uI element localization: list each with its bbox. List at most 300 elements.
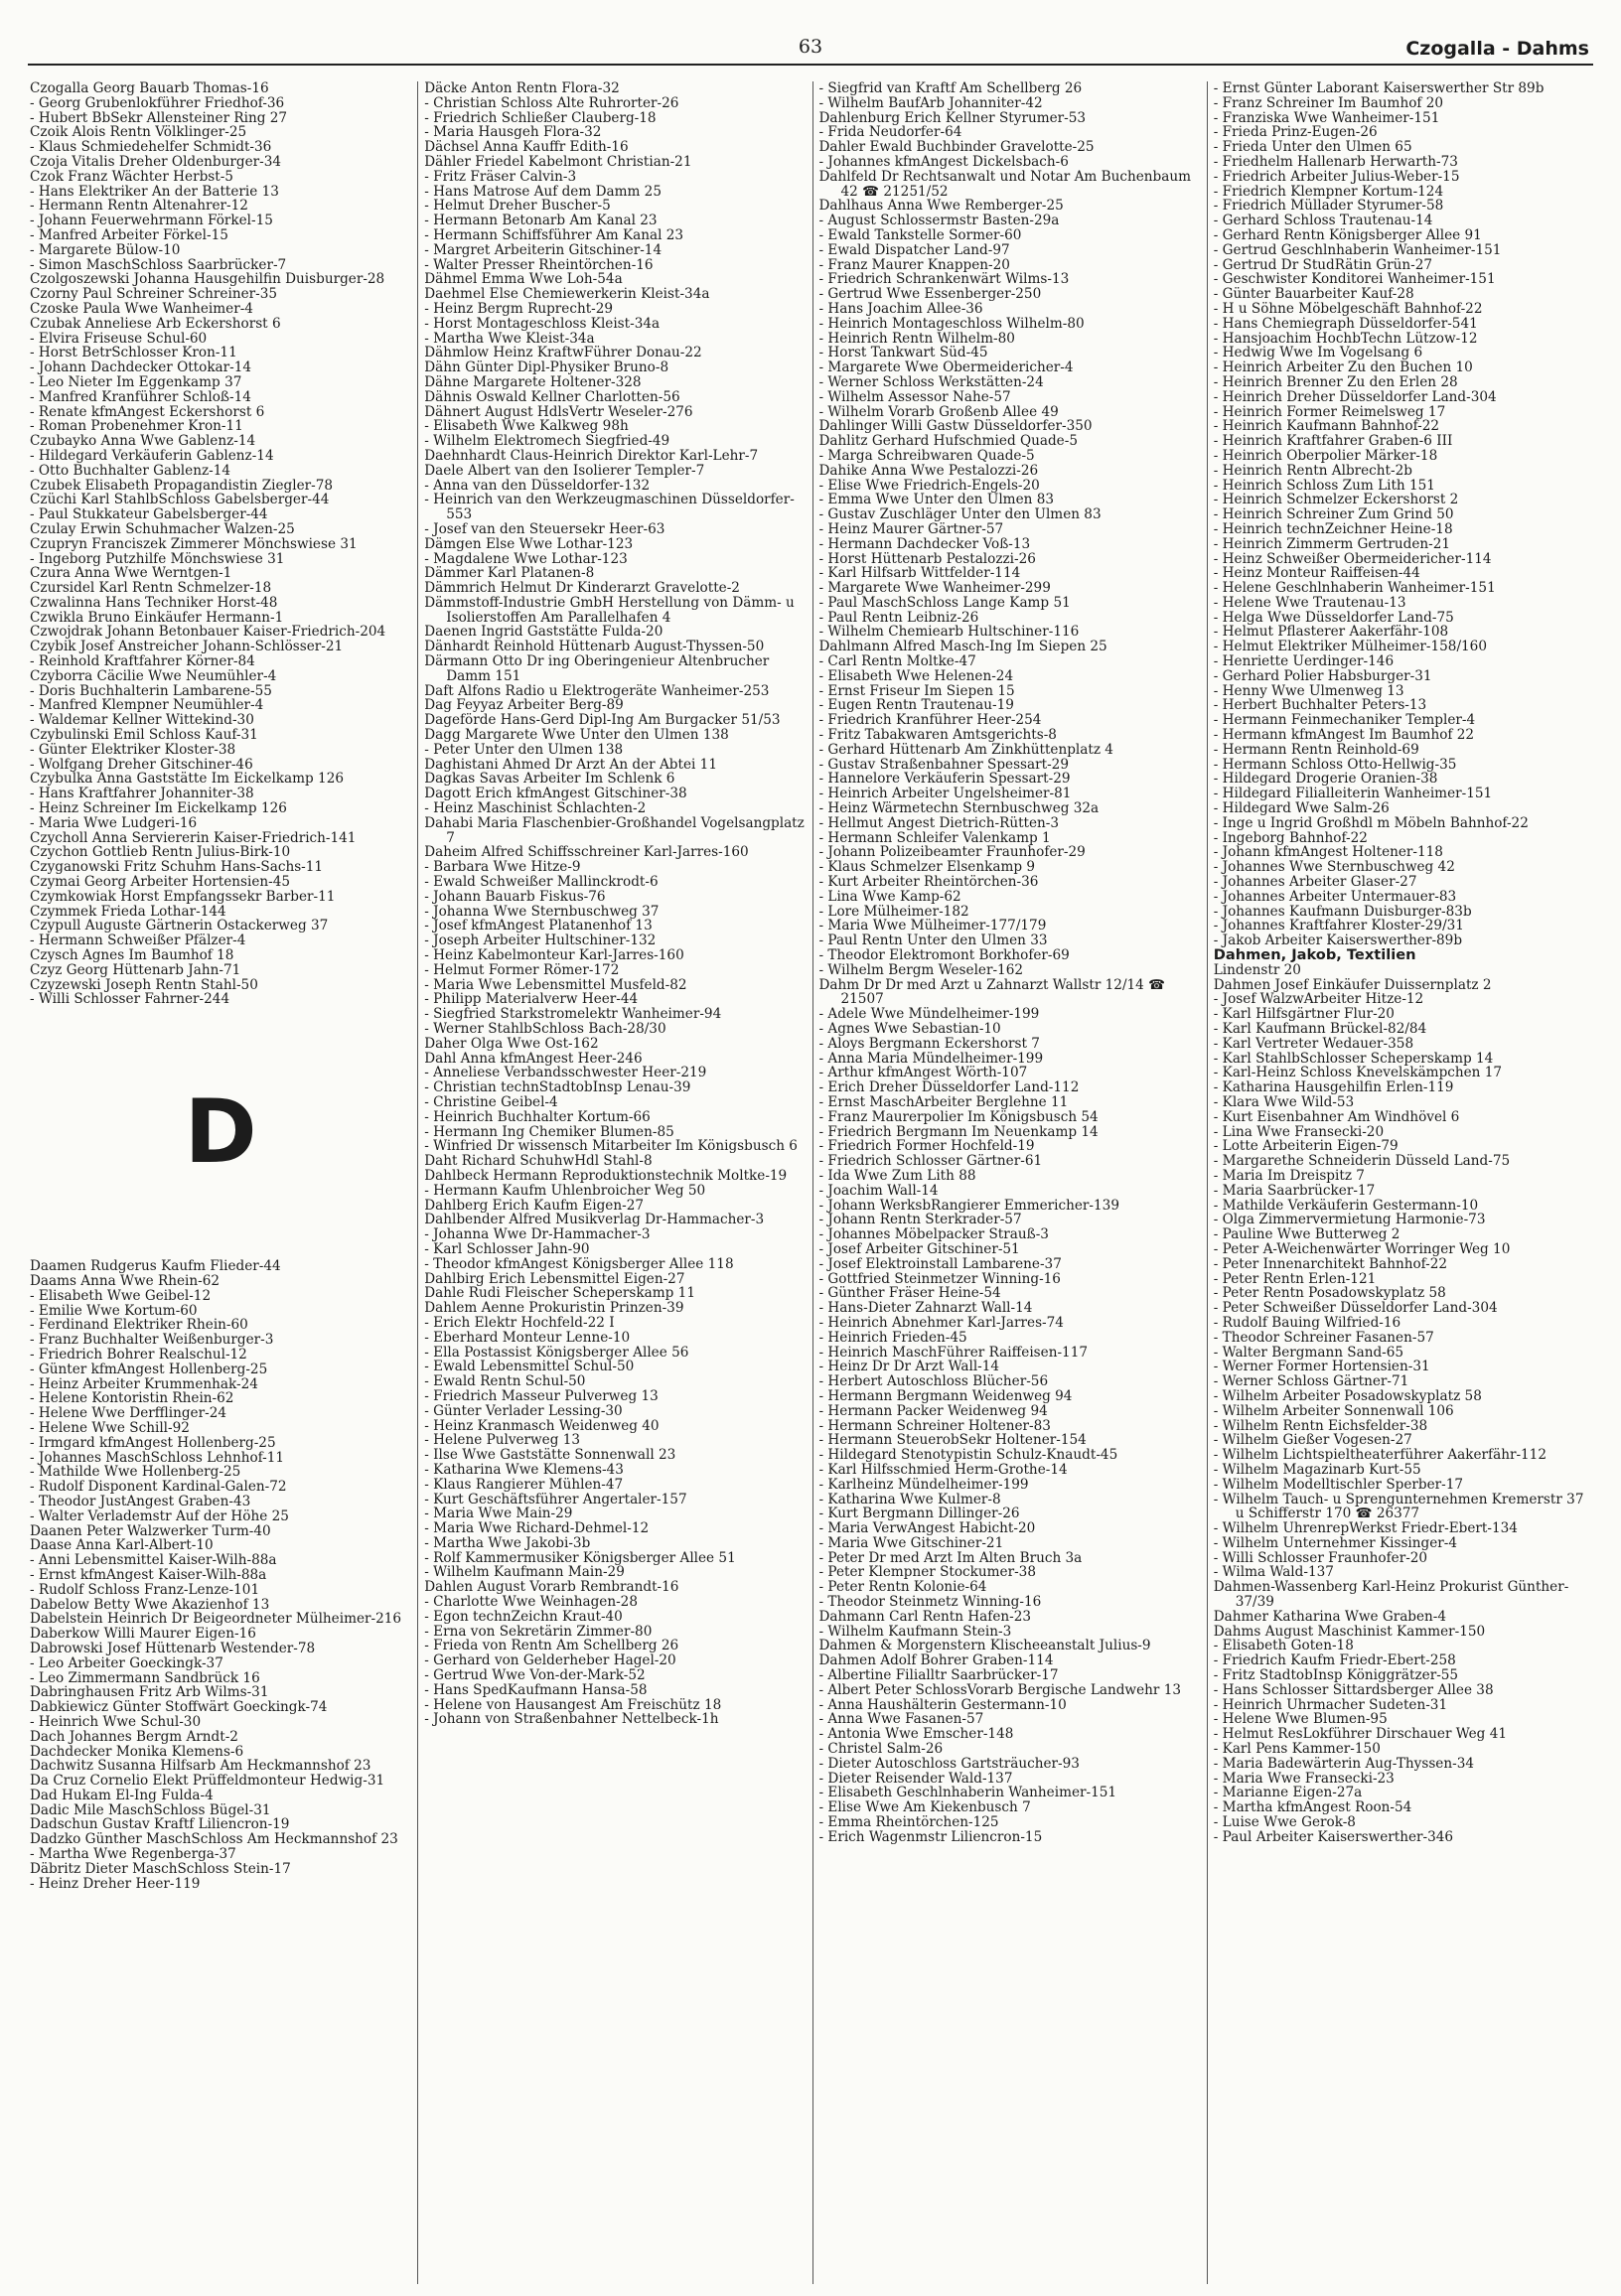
directory-entry: - Hermann Schiffsführer Am Kanal 23: [424, 226, 684, 243]
directory-entry: - Heinz Schreiner Im Eickelkamp 126: [30, 800, 287, 817]
directory-entry: - Rudolf Bauing Wilfried-16: [1213, 1314, 1401, 1331]
directory-entry: Dagg Margarete Wwe Unter den Ulmen 138: [424, 727, 729, 744]
directory-entry: - Martha Wwe Kleist-34a: [424, 330, 595, 347]
directory-entry: - Lina Wwe Fransecki-20: [1213, 1123, 1385, 1140]
directory-entry: - Peter Klempner Stockumer-38: [818, 1564, 1036, 1581]
directory-entry: - Karl Hilfsarb Wittfelder-114: [818, 565, 1021, 582]
directory-entry: - Friedrich Masseur Pulverweg 13: [424, 1387, 659, 1404]
directory-entry: - Karl-Heinz Schloss Knevelskämpchen 17: [1213, 1065, 1503, 1081]
directory-entry: - Egon technZeichn Kraut-40: [424, 1608, 623, 1625]
directory-entry: - Helene Wwe Schill-92: [30, 1419, 190, 1436]
directory-entry: - Herbert Autoschloss Blücher-56: [818, 1373, 1049, 1390]
directory-entry: - Friedrich Müllader Styrumer-58: [1213, 198, 1444, 215]
directory-entry: - Johann Dachdecker Ottokar-14: [30, 359, 252, 376]
directory-entry: - Heinrich Brenner Zu den Erlen 28: [1213, 373, 1458, 390]
directory-entry: - Johannes Möbelpacker Strauß-3: [818, 1226, 1049, 1243]
directory-entry: - Anni Lebensmittel Kaiser-Wilh-88a: [30, 1552, 277, 1569]
directory-entry: Dabrowski Josef Hüttenarb Westender-78: [30, 1640, 316, 1656]
directory-entry: - Theodor Schreiner Fasanen-57: [1213, 1329, 1434, 1346]
directory-entry: - Hans Chemiegraph Düsseldorfer-541: [1213, 315, 1478, 332]
directory-entry: Daele Albert van den Isolierer Templer-7: [424, 462, 705, 479]
directory-entry: - Hans Schlosser Sittardsberger Allee 38: [1213, 1681, 1494, 1698]
directory-entry: - Peter Rentn Erlen-121: [1213, 1270, 1377, 1287]
directory-entry: - Christine Geibel-4: [424, 1093, 558, 1110]
directory-entry: - Johanna Wwe Sternbuschweg 37: [424, 903, 660, 920]
directory-entry: - Werner StahlbSchloss Bach-28/30: [424, 1021, 666, 1037]
directory-entry: - Heinz Kranmasch Weidenweg 40: [424, 1417, 660, 1434]
directory-entry: - Elisabeth Wwe Geibel-12: [30, 1287, 212, 1304]
directory-entry: - Margarete Bülow-10: [30, 241, 181, 258]
directory-entry: - Fritz Fräser Calvin-3: [424, 168, 577, 185]
directory-entry: Czyganowski Fritz Schuhm Hans-Sachs-11: [30, 859, 324, 876]
directory-entry: - Wilhelm Tauch- u Sprengunternehmen Kremerstr 37 u Schifferstr 170 ☎ 26377: [1213, 1491, 1584, 1522]
directory-entry: Dähn Günter Dipl-Physiker Bruno-8: [424, 359, 669, 376]
directory-entry: - Heinz Maurer Gärtner-57: [818, 520, 1004, 537]
directory-entry: Dahmen & Morgenstern Klischeeanstalt Julius-9: [818, 1638, 1151, 1654]
directory-entry: - Hermann Kaufm Uhlenbroicher Weg 50: [424, 1182, 706, 1199]
directory-entry: Dachdecker Monika Klemens-6: [30, 1743, 244, 1760]
directory-entry: - Luise Wwe Gerok-8: [1213, 1814, 1356, 1831]
directory-entry: Czoik Alois Rentn Völklinger-25: [30, 124, 247, 141]
directory-entry: - Ferdinand Elektriker Rhein-60: [30, 1317, 248, 1334]
directory-entry: Dagkas Savas Arbeiter Im Schlenk 6: [424, 771, 675, 788]
directory-entry: - Gerhard Polier Habsburger-31: [1213, 667, 1432, 684]
directory-entry: - Theodor JustAngest Graben-43: [30, 1493, 251, 1509]
directory-entry: - Maria Wwe Fransecki-23: [1213, 1770, 1395, 1787]
directory-entry: - Johann WerksbRangierer Emmericher-139: [818, 1197, 1119, 1214]
directory-entry: - Eberhard Monteur Lenne-10: [424, 1329, 631, 1346]
directory-entry: - Elise Wwe Friedrich-Engels-20: [818, 477, 1040, 494]
directory-entry: - Pauline Wwe Butterweg 2: [1213, 1226, 1400, 1243]
directory-entry: - Kurt Arbeiter Rheintörchen-36: [818, 874, 1039, 891]
directory-entry: - Elisabeth Wwe Helenen-24: [818, 667, 1014, 684]
directory-entry: Dahlbeck Hermann Reproduktionstechnik Moltke-19: [424, 1167, 788, 1184]
directory-entry: - Heinrich Wwe Schul-30: [30, 1713, 202, 1730]
directory-entry: - Wilhelm Bergm Weseler-162: [818, 961, 1024, 978]
directory-entry: - Heinrich Kaufmann Bahnhof-22: [1213, 418, 1440, 435]
directory-entry: - Maria Wwe Main-29: [424, 1506, 573, 1522]
directory-entry: - Heinz Dr Dr Arzt Wall-14: [818, 1359, 1000, 1375]
directory-entry: - Hermann Schloss Otto-Hellwig-35: [1213, 756, 1457, 773]
directory-entry: - Heinrich Schreiner Zum Grind 50: [1213, 506, 1454, 523]
directory-entry: - Albertine Filialltr Saarbrücker-17: [818, 1667, 1059, 1684]
directory-entry: - Wilhelm Arbeiter Posadowskyplatz 58: [1213, 1387, 1482, 1404]
directory-entry: Dahlen August Vorarb Rembrandt-16: [424, 1579, 679, 1596]
directory-entry: - Helene von Hausangest Am Freischütz 18: [424, 1696, 722, 1713]
directory-entry: - Willi Schlosser Fahrner-244: [30, 991, 230, 1008]
directory-entry: Czymkowiak Horst Empfangssekr Barber-11: [30, 888, 336, 905]
directory-entry: - Wilhelm Assessor Nahe-57: [818, 388, 1011, 405]
directory-entry: Czyborra Cäcilie Wwe Neumühler-4: [30, 667, 277, 684]
directory-entry: - Heinz Arbeiter Krummenhak-24: [30, 1375, 258, 1392]
directory-entry: Daft Alfons Radio u Elektrogeräte Wanheimer-253: [424, 682, 770, 699]
directory-entry: - Hans Matrose Auf dem Damm 25: [424, 183, 662, 200]
directory-entry: Dahlbirg Erich Lebensmittel Eigen-27: [424, 1270, 685, 1287]
directory-entry: - Katharina Wwe Kulmer-8: [818, 1491, 1001, 1507]
directory-entry: - Anna Maria Mündelheimer-199: [818, 1050, 1044, 1067]
directory-entry: - Johannes MaschSchloss Lehnhof-11: [30, 1449, 285, 1466]
directory-entry: - Maria Wwe Ludgeri-16: [30, 814, 198, 831]
directory-entry: - Heinz Kabelmonteur Karl-Jarres-160: [424, 947, 684, 964]
directory-entry: - Leo Zimmermann Sandbrück 16: [30, 1669, 260, 1686]
directory-entry: - Paul Stukkateur Gabelsberger-44: [30, 506, 268, 523]
directory-entry: - Hermann Packer Weidenweg 94: [818, 1402, 1048, 1419]
directory-entry: - Josef Elektroinstall Lambarene-37: [818, 1255, 1062, 1272]
directory-entry: Dachwitz Susanna Hilfsarb Am Heckmannshof 23: [30, 1758, 371, 1775]
directory-entry: Dähnis Oswald Kellner Charlotten-56: [424, 388, 680, 405]
directory-entry: - Emma Wwe Unter den Ulmen 83: [818, 492, 1054, 508]
directory-entry: Czycholl Anna Serviererin Kaiser-Friedrich-141: [30, 829, 357, 846]
directory-entry: - Erich Dreher Düsseldorfer Land-112: [818, 1079, 1080, 1096]
directory-column: [1207, 81, 1601, 2284]
directory-entry: - Heinrich Rentn Albrecht-2b: [1213, 462, 1412, 479]
directory-entry: - Günter Elektriker Kloster-38: [30, 741, 236, 758]
directory-entry: - Mathilde Wwe Hollenberg-25: [30, 1464, 241, 1481]
directory-entry: Dämmer Karl Platanen-8: [424, 565, 595, 582]
directory-entry: Dahler Ewald Buchbinder Gravelotte-25: [818, 139, 1095, 156]
directory-entry: - Paul Rentn Leibniz-26: [818, 609, 979, 626]
directory-entry: - Henny Wwe Ulmenweg 13: [1213, 682, 1404, 699]
directory-entry: - Eugen Rentn Trautenau-19: [818, 697, 1014, 714]
directory-entry: - Maria VerwAngest Habicht-20: [818, 1520, 1036, 1537]
directory-entry: - Hermann Schleifer Valenkamp 1: [818, 829, 1051, 846]
directory-entry: Dämgen Else Wwe Lothar-123: [424, 535, 634, 552]
bold-listing: Dahmen, Jakob, Textilien: [1213, 946, 1416, 964]
directory-entry: Dahlbender Alfred Musikverlag Dr-Hammacher-3: [424, 1212, 765, 1228]
directory-entry: Däcke Anton Rentn Flora-32: [424, 81, 620, 96]
directory-entry: Dahmen Adolf Bohrer Graben-114: [818, 1652, 1054, 1669]
directory-entry: Dabringhausen Fritz Arb Wilms-31: [30, 1684, 269, 1701]
directory-entry: - Maria Wwe Gitschiner-21: [818, 1534, 1004, 1551]
directory-entry: Dabelow Betty Wwe Akazienhof 13: [30, 1596, 270, 1613]
directory-entry: - Johannes Arbeiter Untermauer-83: [1213, 888, 1457, 905]
directory-entry: - Ewald Tankstelle Sormer-60: [818, 226, 1022, 243]
directory-entry: - Hermann Schreiner Holtener-83: [818, 1417, 1051, 1434]
directory-entry: - Ewald Schweißer Mallinckrodt-6: [424, 874, 659, 891]
directory-entry: - Hermann Dachdecker Voß-13: [818, 535, 1031, 552]
directory-entry: - Arthur kfmAngest Wörth-107: [818, 1065, 1028, 1081]
directory-entry: - Renate kfmAngest Eckershorst 6: [30, 403, 265, 420]
directory-entry: - Frieda Prinz-Eugen-26: [1213, 124, 1378, 141]
directory-entry: - Anna van den Düsseldorfer-132: [424, 477, 651, 494]
directory-entry: Dämmstoff-Industrie GmbH Herstellung von Dämm- u Isolierstoffen Am Parallelhafen 4: [424, 594, 795, 626]
directory-entry: - Franz Maurerpolier Im Königsbusch 54: [818, 1108, 1099, 1125]
directory-entry: Dahlitz Gerhard Hufschmied Quade-5: [818, 433, 1078, 450]
directory-entry: Dahmen-Wassenberg Karl-Heinz Prokurist Günther-37/39: [1213, 1579, 1569, 1611]
directory-entry: - Johanna Wwe Dr-Hammacher-3: [424, 1226, 651, 1243]
directory-entry: Dahlem Aenne Prokuristin Prinzen-39: [424, 1300, 684, 1317]
directory-entry: - Friedrich Kaufm Friedr-Ebert-258: [1213, 1652, 1456, 1669]
directory-entry: Daamen Rudgerus Kaufm Flieder-44: [30, 1258, 281, 1275]
directory-entry: - Manfred Klempner Neumühler-4: [30, 697, 264, 714]
directory-entry: - Ella Postassist Königsberger Allee 56: [424, 1344, 689, 1361]
directory-entry: - Wilhelm BaufArb Johanniter-42: [818, 94, 1043, 111]
directory-entry: - Johannes Arbeiter Glaser-27: [1213, 874, 1417, 891]
directory-entry: - Heinrich Schmelzer Eckershorst 2: [1213, 492, 1459, 508]
directory-entry: - Rolf Kammermusiker Königsberger Allee 51: [424, 1549, 736, 1566]
directory-entry: - Klaus Rangierer Mühlen-47: [424, 1476, 624, 1493]
directory-entry: Dahmen Josef Einkäufer Duissernplatz 2: [1213, 976, 1492, 993]
directory-entry: - Gertrud Wwe Von-der-Mark-52: [424, 1667, 646, 1684]
directory-entry: - Martha Wwe Regenberga-37: [30, 1846, 236, 1863]
directory-entry: Dahlmann Alfred Masch-Ing Im Siepen 25: [818, 639, 1107, 655]
directory-entry: - Heinrich Buchhalter Kortum-66: [424, 1108, 651, 1125]
directory-entry: - Helene Wwe Derfflinger-24: [30, 1405, 226, 1422]
directory-entry: - Maria Wwe Richard-Dehmel-12: [424, 1520, 650, 1537]
directory-entry: - Maria Badewärterin Aug-Thyssen-34: [1213, 1755, 1474, 1772]
directory-entry: - Peter Innenarchitekt Bahnhof-22: [1213, 1255, 1448, 1272]
directory-entry: - Hermann Rentn Reinhold-69: [1213, 741, 1419, 758]
directory-entry: - Walter Bergmann Sand-65: [1213, 1344, 1404, 1361]
directory-entry: - Joseph Arbeiter Hultschiner-132: [424, 933, 657, 949]
directory-entry: - Günter kfmAngest Hollenberg-25: [30, 1361, 268, 1377]
directory-entry: - Doris Buchhalterin Lambarene-55: [30, 682, 272, 699]
directory-column: [28, 81, 417, 2284]
directory-entry: Dähler Friedel Kabelmont Christian-21: [424, 153, 692, 170]
running-head: Czogalla - Dahms: [1405, 38, 1589, 60]
directory-entry: - Theodor Steinmetz Winning-16: [818, 1594, 1042, 1611]
directory-entry: - Gertrud Dr StudRätin Grün-27: [1213, 256, 1433, 273]
directory-entry: - Friedrich Arbeiter Julius-Weber-15: [1213, 168, 1460, 185]
directory-entry: - Peter Rentn Kolonie-64: [818, 1579, 987, 1596]
directory-entry: - Geschwister Konditorei Wanheimer-151: [1213, 271, 1496, 288]
directory-entry: Därmann Otto Dr ing Oberingenieur Altenbrucher Damm 151: [424, 653, 770, 684]
directory-entry: - Theodor Elektromont Borkhofer-69: [818, 947, 1070, 964]
directory-entry: - Fritz Tabakwaren Amtsgerichts-8: [818, 727, 1057, 744]
directory-entry: - Helmut Dreher Buscher-5: [424, 198, 611, 215]
directory-entry: Czwojdrak Johann Betonbauer Kaiser-Friedrich-204: [30, 624, 386, 641]
directory-entry: - Wilhelm Chemiearb Hultschiner-116: [818, 624, 1080, 641]
directory-entry: Dad Hukam El-Ing Fulda-4: [30, 1787, 214, 1803]
directory-entry: - Lotte Arbeiterin Eigen-79: [1213, 1138, 1399, 1155]
directory-entry: - Fritz StadtobInsp Königgrätzer-55: [1213, 1667, 1459, 1684]
directory-entry: - Erich Wagenmstr Liliencron-15: [818, 1828, 1043, 1845]
directory-entry: - Frieda von Rentn Am Schellberg 26: [424, 1638, 679, 1654]
directory-entry: - Wilhelm Modelltischler Sperber-17: [1213, 1476, 1464, 1493]
directory-entry: - Martha Wwe Jakobi-3b: [424, 1534, 591, 1551]
directory-entry: - Hansjoachim HochbTechn Lützow-12: [1213, 330, 1478, 347]
directory-entry: Czursidel Karl Rentn Schmelzer-18: [30, 580, 272, 597]
directory-entry: - Wilma Wald-137: [1213, 1564, 1334, 1581]
directory-entry: - Elisabeth Wwe Kalkweg 98h: [424, 418, 629, 435]
directory-entry: - Klara Wwe Wild-53: [1213, 1093, 1355, 1110]
directory-entry: - Christian Schloss Alte Ruhrorter-26: [424, 94, 679, 111]
section-letter: D: [184, 1080, 257, 1184]
directory-entry: - Theodor kfmAngest Königsberger Allee 118: [424, 1255, 734, 1272]
directory-entry: Czüchi Karl StahlbSchloss Gabelsberger-44: [30, 492, 330, 508]
directory-entry: - Karl Hilfsschmied Herm-Grothe-14: [818, 1461, 1068, 1478]
directory-entry: - Wilhelm Kaufmann Main-29: [424, 1564, 625, 1581]
directory-entry: - Adele Wwe Mündelheimer-199: [818, 1006, 1040, 1023]
directory-entry: - Margarete Wwe Obermeidericher-4: [818, 359, 1074, 376]
directory-entry: - Leo Nieter Im Eggenkamp 37: [30, 373, 242, 390]
directory-entry: - Anna Wwe Fasanen-57: [818, 1711, 984, 1728]
directory-entry: - Hermann Ing Chemiker Blumen-85: [424, 1123, 674, 1140]
directory-entry: - Johannes Wwe Sternbuschweg 42: [1213, 859, 1455, 876]
directory-entry: Daehmel Else Chemiewerkerin Kleist-34a: [424, 286, 710, 303]
directory-entry: Lindenstr 20: [1213, 961, 1301, 978]
directory-entry: Czwikla Bruno Einkäufer Hermann-1: [30, 609, 284, 626]
directory-entry: Dahlhaus Anna Wwe Remberger-25: [818, 198, 1064, 215]
directory-entry: - Henriette Uerdinger-146: [1213, 653, 1395, 670]
directory-entry: Daghistani Ahmed Dr Arzt An der Abtei 11: [424, 756, 717, 773]
directory-entry: Daht Richard SchuhwHdl Stahl-8: [424, 1153, 653, 1170]
directory-entry: - Margret Arbeiterin Gitschiner-14: [424, 241, 663, 258]
directory-entry: - Heinrich Schloss Zum Lith 151: [1213, 477, 1435, 494]
directory-entry: - Franz Schreiner Im Baumhof 20: [1213, 94, 1444, 111]
directory-entry: - Hildegard Filialleiterin Wanheimer-151: [1213, 786, 1493, 802]
directory-entry: - Heinz Bergm Ruprecht-29: [424, 300, 614, 317]
directory-entry: - Hermann Schweißer Pfälzer-4: [30, 933, 246, 949]
directory-entry: - Heinrich Oberpolier Märker-18: [1213, 447, 1438, 464]
directory-entry: Dahm Dr Dr med Arzt u Zahnarzt Wallstr 12/14 ☎ 21507: [818, 976, 1166, 1008]
directory-entry: - Rudolf Disponent Kardinal-Galen-72: [30, 1479, 287, 1496]
directory-entry: - Helene Kontoristin Rhein-62: [30, 1390, 234, 1407]
directory-entry: - Klaus Schmiedehelfer Schmidt-36: [30, 139, 272, 156]
directory-entry: - Ernst Günter Laborant Kaiserswerther Str 89b: [1213, 81, 1545, 96]
directory-entry: - Johann kfmAngest Holtener-118: [1213, 844, 1443, 861]
directory-entry: - Frida Neudorfer-64: [818, 124, 962, 141]
directory-entry: - Paul MaschSchloss Lange Kamp 51: [818, 594, 1071, 611]
directory-entry: - Olga Zimmervermietung Harmonie-73: [1213, 1212, 1486, 1228]
directory-entry: Dahabi Maria Flaschenbier-Großhandel Vogelsangplatz 7: [424, 814, 805, 846]
directory-entry: - Hermann kfmAngest Im Baumhof 22: [1213, 727, 1475, 744]
directory-entry: Czybulinski Emil Schloss Kauf-31: [30, 727, 258, 744]
directory-entry: Dahl Anna kfmAngest Heer-246: [424, 1050, 643, 1067]
directory-entry: Czychon Gottlieb Rentn Julius-Birk-10: [30, 844, 291, 861]
directory-entry: - Helene Geschlnhaberin Wanheimer-151: [1213, 580, 1496, 597]
directory-entry: - Heinrich Montageschloss Wilhelm-80: [818, 315, 1085, 332]
directory-entry: - Lina Wwe Kamp-62: [818, 888, 961, 905]
directory-entry: - Inge u Ingrid Großhdl m Möbeln Bahnhof-22: [1213, 814, 1529, 831]
directory-entry: - Paul Arbeiter Kaiserswerther-346: [1213, 1828, 1454, 1845]
directory-entry: - Christian technStadtobInsp Lenau-39: [424, 1079, 691, 1096]
directory-entry: - Margarethe Schneiderin Düsseld Land-75: [1213, 1153, 1511, 1170]
directory-entry: - Gustav Zuschläger Unter den Ulmen 83: [818, 506, 1102, 523]
directory-entry: - Klaus Schmelzer Elsenkamp 9: [818, 859, 1036, 876]
directory-entry: - Heinrich Dreher Düsseldorfer Land-304: [1213, 388, 1497, 405]
directory-entry: - Reinhold Kraftfahrer Körner-84: [30, 653, 255, 670]
directory-entry: - Horst Montageschloss Kleist-34a: [424, 315, 661, 332]
directory-columns: [28, 81, 1601, 2284]
directory-entry: - Johannes Kraftfahrer Kloster-29/31: [1213, 918, 1464, 934]
directory-entry: - Johann Polizeibeamter Fraunhofer-29: [818, 844, 1086, 861]
directory-entry: Daenen Ingrid Gaststätte Fulda-20: [424, 624, 663, 641]
directory-entry: - Helene Wwe Trautenau-13: [1213, 594, 1406, 611]
directory-entry: - Johann von Straßenbahner Nettelbeck-1h: [424, 1711, 719, 1728]
directory-entry: - Anneliese Verbandsschwester Heer-219: [424, 1065, 707, 1081]
directory-entry: - Gerhard von Gelderheber Hagel-20: [424, 1652, 676, 1669]
directory-entry: - Jakob Arbeiter Kaiserswerther-89b: [1213, 933, 1463, 949]
directory-entry: - Herbert Buchhalter Peters-13: [1213, 697, 1427, 714]
directory-entry: - Werner Schloss Werkstätten-24: [818, 373, 1044, 390]
directory-entry: - Waldemar Kellner Wittekind-30: [30, 712, 254, 729]
directory-entry: - Hildegard Wwe Salm-26: [1213, 800, 1390, 817]
directory-entry: - Peter Unter den Ulmen 138: [424, 741, 624, 758]
directory-entry: - Maria Wwe Mülheimer-177/179: [818, 918, 1047, 934]
directory-entry: Dabelstein Heinrich Dr Beigeordneter Mülheimer-216: [30, 1611, 402, 1628]
directory-entry: - H u Söhne Möbelgeschäft Bahnhof-22: [1213, 300, 1483, 317]
directory-entry: - Horst BetrSchlosser Kron-11: [30, 345, 237, 361]
directory-entry: Dahle Rudi Fleischer Scheperskamp 11: [424, 1285, 695, 1302]
directory-entry: - Helmut Elektriker Mülheimer-158/160: [1213, 639, 1487, 655]
directory-entry: - Friedrich Former Hochfeld-19: [818, 1138, 1035, 1155]
directory-entry: Czybulka Anna Gaststätte Im Eickelkamp 126: [30, 771, 344, 788]
directory-entry: Czorny Paul Schreiner Schreiner-35: [30, 286, 278, 303]
directory-entry: - Aloys Bergmann Eckershorst 7: [818, 1035, 1040, 1052]
directory-entry: - Helga Wwe Düsseldorfer Land-75: [1213, 609, 1454, 626]
directory-entry: Czubayko Anna Wwe Gablenz-14: [30, 433, 256, 450]
directory-entry: - Emilie Wwe Kortum-60: [30, 1302, 198, 1319]
directory-entry: - Kurt Bergmann Dillinger-26: [818, 1506, 1020, 1522]
directory-entry: - Franz Maurer Knappen-20: [818, 256, 1010, 273]
directory-entry: - Elise Wwe Am Kiekenbusch 7: [818, 1799, 1031, 1816]
directory-entry: Dahms August Maschinist Kammer-150: [1213, 1623, 1486, 1640]
directory-entry: - Joachim Wall-14: [818, 1182, 939, 1199]
directory-entry: Czypull Auguste Gärtnerin Ostackerweg 37: [30, 918, 329, 934]
directory-entry: - Ernst kfmAngest Kaiser-Wilh-88a: [30, 1566, 267, 1583]
directory-entry: Dach Johannes Bergm Arndt-2: [30, 1728, 238, 1745]
directory-entry: - Albert Peter SchlossVorarb Bergische Landwehr 13: [818, 1681, 1181, 1698]
directory-entry: - Peter Rentn Posadowskyplatz 58: [1213, 1285, 1446, 1302]
directory-entry: - Günther Fräser Heine-54: [818, 1285, 1001, 1302]
directory-entry: - Hellmut Angest Dietrich-Rütten-3: [818, 814, 1060, 831]
directory-entry: - Wilhelm Rentn Eichsfelder-38: [1213, 1417, 1428, 1434]
directory-entry: - Johannes kfmAngest Dickelsbach-6: [818, 153, 1069, 170]
directory-entry: - Martha kfmAngest Roon-54: [1213, 1799, 1412, 1816]
directory-entry: - Hildegard Stenotypistin Schulz-Knaudt-45: [818, 1447, 1118, 1464]
directory-entry: Dähnert August HdlsVertr Weseler-276: [424, 403, 693, 420]
directory-entry: Czwalinna Hans Techniker Horst-48: [30, 594, 278, 611]
directory-entry: Czogalla Georg Bauarb Thomas-16: [30, 81, 269, 96]
directory-entry: - Peter Dr med Arzt Im Alten Bruch 3a: [818, 1549, 1083, 1566]
directory-entry: - Wilhelm Elektromech Siegfried-49: [424, 433, 670, 450]
directory-entry: - Johann Feuerwehrmann Förkel-15: [30, 213, 273, 229]
directory-entry: - Josef kfmAngest Platanenhof 13: [424, 918, 653, 934]
directory-entry: Dänhardt Reinhold Hüttenarb August-Thyssen-50: [424, 639, 765, 655]
directory-entry: - Karl Pens Kammer-150: [1213, 1741, 1381, 1758]
directory-entry: - Elvira Friseuse Schul-60: [30, 330, 208, 347]
directory-entry: Dageförde Hans-Gerd Dipl-Ing Am Burgacker 51/53: [424, 712, 781, 729]
directory-entry: - Karl Kaufmann Brückel-82/84: [1213, 1021, 1427, 1037]
directory-entry: - Kurt Geschäftsführer Angertaler-157: [424, 1491, 687, 1507]
directory-entry: - Heinz Dreher Heer-119: [30, 1875, 201, 1892]
directory-entry: - Heinz Maschinist Schlachten-2: [424, 800, 647, 817]
directory-entry: - Ernst MaschArbeiter Berglehne 11: [818, 1093, 1069, 1110]
directory-entry: - Hans SpedKaufmann Hansa-58: [424, 1681, 648, 1698]
directory-entry: - Ilse Wwe Gaststätte Sonnenwall 23: [424, 1447, 676, 1464]
directory-entry: - Wilhelm Lichtspieltheaterführer Aakerfähr-112: [1213, 1447, 1547, 1464]
directory-entry: Dähne Margarete Holtener-328: [424, 373, 642, 390]
directory-entry: Dahlfeld Dr Rechtsanwalt und Notar Am Buchenbaum 42 ☎ 21251/52: [818, 168, 1191, 200]
directory-entry: - Gertrud Wwe Essenberger-250: [818, 286, 1042, 303]
directory-entry: - Katharina Hausgehilfin Erlen-119: [1213, 1079, 1454, 1096]
directory-entry: - Helmut Former Römer-172: [424, 961, 620, 978]
directory-entry: - Dieter Autoschloss Gartsträucher-93: [818, 1755, 1080, 1772]
directory-entry: - Charlotte Wwe Weinhagen-28: [424, 1594, 638, 1611]
directory-entry: Dadschun Gustav Kraftf Liliencron-19: [30, 1816, 290, 1833]
directory-entry: Dämmrich Helmut Dr Kinderarzt Gravelotte-2: [424, 580, 740, 597]
directory-entry: - Wilhelm Kaufmann Stein-3: [818, 1623, 1012, 1640]
directory-entry: - Franziska Wwe Wanheimer-151: [1213, 109, 1440, 126]
directory-entry: - Heinrich Arbeiter Ungelsheimer-81: [818, 786, 1072, 802]
directory-entry: - Hermann Bergmann Weidenweg 94: [818, 1387, 1073, 1404]
directory-entry: - Siegfried Starkstromelektr Wanheimer-94: [424, 1006, 722, 1023]
directory-entry: - Margarete Wwe Wanheimer-299: [818, 580, 1051, 597]
directory-entry: Dabkiewicz Günter Stoffwärt Goeckingk-74: [30, 1699, 328, 1716]
directory-entry: - Johann Rentn Sterkrader-57: [818, 1212, 1022, 1228]
directory-entry: - Hildegard Drogerie Oranien-38: [1213, 771, 1438, 788]
